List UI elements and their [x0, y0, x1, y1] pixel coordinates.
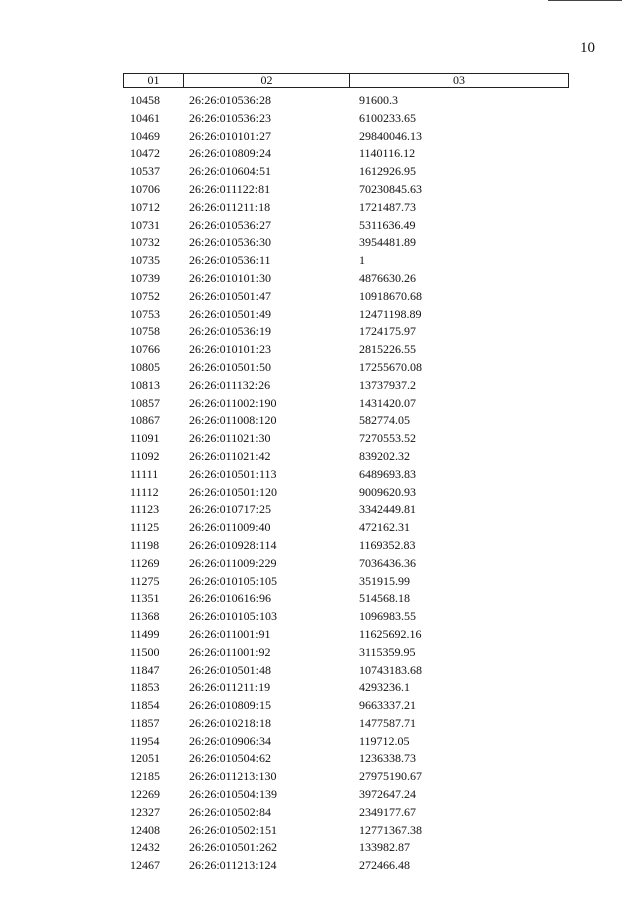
cadastral-number-cell: 26:26:010501:262: [189, 840, 278, 855]
cadastral-number-cell: 26:26:010536:11: [189, 253, 271, 268]
value-cell: 29840046.13: [359, 128, 422, 143]
row-id-cell: 10458: [130, 93, 160, 107]
cadastral-number-cell: 26:26:011132:26: [189, 377, 271, 392]
cadastral-number-cell: 26:26:010616:96: [189, 591, 272, 606]
table-row: [123, 537, 569, 555]
value-cell: 1096983.55: [359, 609, 416, 624]
row-id-cell: 12432: [130, 840, 160, 855]
table-row: [123, 217, 569, 235]
cadastral-number-cell: 26:26:011001:91: [189, 626, 271, 641]
header-col-03: 03: [453, 73, 465, 87]
cadastral-number-cell: 26:26:011211:19: [189, 680, 271, 695]
table-row: [123, 768, 569, 786]
cadastral-number-cell: 26:26:010504:139: [189, 787, 278, 802]
cadastral-number-cell: 26:26:010928:114: [189, 537, 277, 552]
value-cell: 17255670.08: [359, 359, 422, 374]
table-row: [123, 715, 569, 733]
table-row: [123, 306, 569, 324]
table-row: [123, 92, 569, 110]
value-cell: 1236338.73: [359, 751, 416, 766]
cadastral-number-cell: 26:26:010504:62: [189, 751, 272, 766]
table-body: [123, 92, 569, 875]
cadastral-number-cell: 26:26:010501:47: [189, 288, 272, 303]
value-cell: 119712.05: [359, 733, 410, 748]
row-id-cell: 11499: [130, 626, 160, 641]
cadastral-number-cell: 26:26:010536:27: [189, 217, 272, 232]
table-row: [123, 110, 569, 128]
cadastral-number-cell: 26:26:011213:124: [189, 858, 277, 873]
value-cell: 133982.87: [359, 840, 410, 855]
row-id-cell: 10461: [130, 110, 160, 125]
row-id-cell: 10469: [130, 128, 160, 143]
value-cell: 4293236.1: [359, 680, 410, 695]
row-id-cell: 12467: [130, 858, 160, 873]
cadastral-number-cell: 26:26:011001:92: [189, 644, 271, 659]
row-id-cell: 10732: [130, 235, 160, 250]
cadastral-number-cell: 26:26:011213:130: [189, 769, 277, 784]
cadastral-number-cell: 26:26:010501:120: [189, 484, 278, 499]
value-cell: 351915.99: [359, 573, 410, 588]
value-cell: 2349177.67: [359, 804, 416, 819]
cadastral-number-cell: 26:26:010105:105: [189, 573, 278, 588]
table-row: [123, 750, 569, 768]
value-cell: 11625692.16: [359, 626, 422, 641]
value-cell: 27975190.67: [359, 769, 422, 784]
value-cell: 70230845.63: [359, 181, 422, 196]
table-row: [123, 448, 569, 466]
cadastral-number-cell: 26:26:010105:103: [189, 609, 278, 624]
table-row: [123, 288, 569, 306]
table-row: [123, 822, 569, 840]
row-id-cell: 11123: [130, 502, 160, 517]
row-id-cell: 10805: [130, 359, 160, 374]
row-id-cell: 12051: [130, 751, 160, 766]
table-row: [123, 484, 569, 502]
row-id-cell: 12269: [130, 787, 160, 802]
table-row: [123, 786, 569, 804]
cadastral-number-cell: 26:26:010501:50: [189, 359, 272, 374]
table-row: [123, 804, 569, 822]
value-cell: 1721487.73: [359, 199, 416, 214]
value-cell: 1612926.95: [359, 164, 416, 179]
register-table: [123, 73, 569, 875]
table-row: [123, 430, 569, 448]
row-id-cell: 11954: [130, 733, 160, 748]
cadastral-number-cell: 26:26:010218:18: [189, 715, 272, 730]
value-cell: 4876630.26: [359, 270, 416, 285]
row-id-cell: 10766: [130, 342, 160, 357]
row-id-cell: 11857: [130, 715, 160, 730]
table-row: [123, 359, 569, 377]
row-id-cell: 11112: [130, 484, 159, 499]
table-row: [123, 697, 569, 715]
cadastral-number-cell: 26:26:010536:23: [189, 110, 272, 125]
value-cell: 1: [359, 253, 365, 268]
table-row: [123, 501, 569, 519]
row-id-cell: 10857: [130, 395, 160, 410]
row-id-cell: 11092: [130, 448, 160, 463]
row-id-cell: 10537: [130, 164, 160, 179]
value-cell: 91600.3: [359, 93, 398, 107]
row-id-cell: 12408: [130, 822, 160, 837]
value-cell: 472162.31: [359, 520, 410, 535]
row-id-cell: 10712: [130, 199, 160, 214]
row-id-cell: 11275: [130, 573, 160, 588]
value-cell: 1724175.97: [359, 324, 416, 339]
table-header: [123, 73, 569, 88]
cadastral-number-cell: 26:26:010501:48: [189, 662, 272, 677]
table-row: [123, 252, 569, 270]
row-id-cell: 10739: [130, 270, 160, 285]
table-row: [123, 234, 569, 252]
cadastral-number-cell: 26:26:010536:19: [189, 324, 272, 339]
cadastral-number-cell: 26:26:010501:113: [189, 466, 277, 481]
value-cell: 5311636.49: [359, 217, 416, 232]
table-row: [123, 626, 569, 644]
value-cell: 582774.05: [359, 413, 410, 428]
row-id-cell: 11091: [130, 431, 160, 446]
table-row: [123, 412, 569, 430]
cadastral-number-cell: 26:26:010536:28: [189, 93, 272, 107]
row-id-cell: 11368: [130, 609, 160, 624]
value-cell: 3115359.95: [359, 644, 416, 659]
cadastral-number-cell: 26:26:010101:23: [189, 342, 272, 357]
table-row: [123, 519, 569, 537]
value-cell: 1431420.07: [359, 395, 416, 410]
row-id-cell: 10752: [130, 288, 160, 303]
cadastral-number-cell: 26:26:010604:51: [189, 164, 272, 179]
table-row: [123, 466, 569, 484]
value-cell: 6489693.83: [359, 466, 416, 481]
table-row: [123, 377, 569, 395]
value-cell: 1477587.71: [359, 715, 416, 730]
table-row: [123, 608, 569, 626]
table-row: [123, 644, 569, 662]
cadastral-number-cell: 26:26:010502:84: [189, 804, 272, 819]
row-id-cell: 10706: [130, 181, 160, 196]
row-id-cell: 11853: [130, 680, 160, 695]
row-id-cell: 12327: [130, 804, 160, 819]
cadastral-number-cell: 26:26:010809:15: [189, 698, 272, 713]
table-row: [123, 857, 569, 875]
row-id-cell: 10758: [130, 324, 160, 339]
table-row: [123, 270, 569, 288]
value-cell: 13737937.2: [359, 377, 416, 392]
value-cell: 12771367.38: [359, 822, 422, 837]
value-cell: 3342449.81: [359, 502, 416, 517]
header-col-02: 02: [184, 74, 350, 87]
cadastral-number-cell: 26:26:011211:18: [189, 199, 271, 214]
row-id-cell: 11500: [130, 644, 160, 659]
table-row: [123, 573, 569, 591]
table-row: [123, 679, 569, 697]
cadastral-number-cell: 26:26:011122:81: [189, 181, 271, 196]
value-cell: 2815226.55: [359, 342, 416, 357]
table-row: [123, 181, 569, 199]
cadastral-number-cell: 26:26:010809:24: [189, 146, 272, 161]
value-cell: 6100233.65: [359, 110, 416, 125]
value-cell: 9009620.93: [359, 484, 416, 499]
table-row: [123, 839, 569, 857]
cadastral-number-cell: 26:26:011002:190: [189, 395, 277, 410]
table-row: [123, 145, 569, 163]
cadastral-number-cell: 26:26:011008:120: [189, 413, 277, 428]
page-number: 10: [580, 40, 595, 56]
cadastral-number-cell: 26:26:011009:40: [189, 520, 271, 535]
row-id-cell: 11269: [130, 555, 160, 570]
value-cell: 10743183.68: [359, 662, 422, 677]
table-row: [123, 128, 569, 146]
value-cell: 272466.48: [359, 858, 410, 873]
row-id-cell: 11125: [130, 520, 160, 535]
value-cell: 9663337.21: [359, 698, 416, 713]
value-cell: 7270553.52: [359, 431, 416, 446]
top-rule: [548, 0, 622, 1]
row-id-cell: 11111: [130, 466, 159, 481]
value-cell: 839202.32: [359, 448, 410, 463]
cadastral-number-cell: 26:26:010101:27: [189, 128, 272, 143]
cadastral-number-cell: 26:26:011021:30: [189, 431, 271, 446]
header-col-01: 01: [124, 74, 184, 87]
value-cell: 3954481.89: [359, 235, 416, 250]
value-cell: 1169352.83: [359, 537, 416, 552]
table-row: [123, 323, 569, 341]
cadastral-number-cell: 26:26:011009:229: [189, 555, 277, 570]
row-id-cell: 10472: [130, 146, 160, 161]
row-id-cell: 10731: [130, 217, 160, 232]
table-row: [123, 662, 569, 680]
row-id-cell: 10753: [130, 306, 160, 321]
row-id-cell: 10735: [130, 253, 160, 268]
row-id-cell: 11198: [130, 537, 160, 552]
table-row: [123, 395, 569, 413]
value-cell: 10918670.68: [359, 288, 422, 303]
cadastral-number-cell: 26:26:010501:49: [189, 306, 272, 321]
value-cell: 514568.18: [359, 591, 410, 606]
row-id-cell: 11847: [130, 662, 160, 677]
table-row: [123, 733, 569, 751]
cadastral-number-cell: 26:26:010906:34: [189, 733, 272, 748]
value-cell: 7036436.36: [359, 555, 416, 570]
cadastral-number-cell: 26:26:010536:30: [189, 235, 272, 250]
row-id-cell: 10813: [130, 377, 160, 392]
table-row: [123, 199, 569, 217]
cadastral-number-cell: 26:26:010101:30: [189, 270, 272, 285]
table-row: [123, 341, 569, 359]
row-id-cell: 11854: [130, 698, 160, 713]
table-row: [123, 555, 569, 573]
value-cell: 3972647.24: [359, 787, 416, 802]
value-cell: 1140116.12: [359, 146, 416, 161]
table-row: [123, 163, 569, 181]
table-row: [123, 590, 569, 608]
cadastral-number-cell: 26:26:010717:25: [189, 502, 272, 517]
row-id-cell: 12185: [130, 769, 160, 784]
cadastral-number-cell: 26:26:011021:42: [189, 448, 271, 463]
row-id-cell: 11351: [130, 591, 160, 606]
value-cell: 12471198.89: [359, 306, 422, 321]
row-id-cell: 10867: [130, 413, 160, 428]
cadastral-number-cell: 26:26:010502:151: [189, 822, 278, 837]
